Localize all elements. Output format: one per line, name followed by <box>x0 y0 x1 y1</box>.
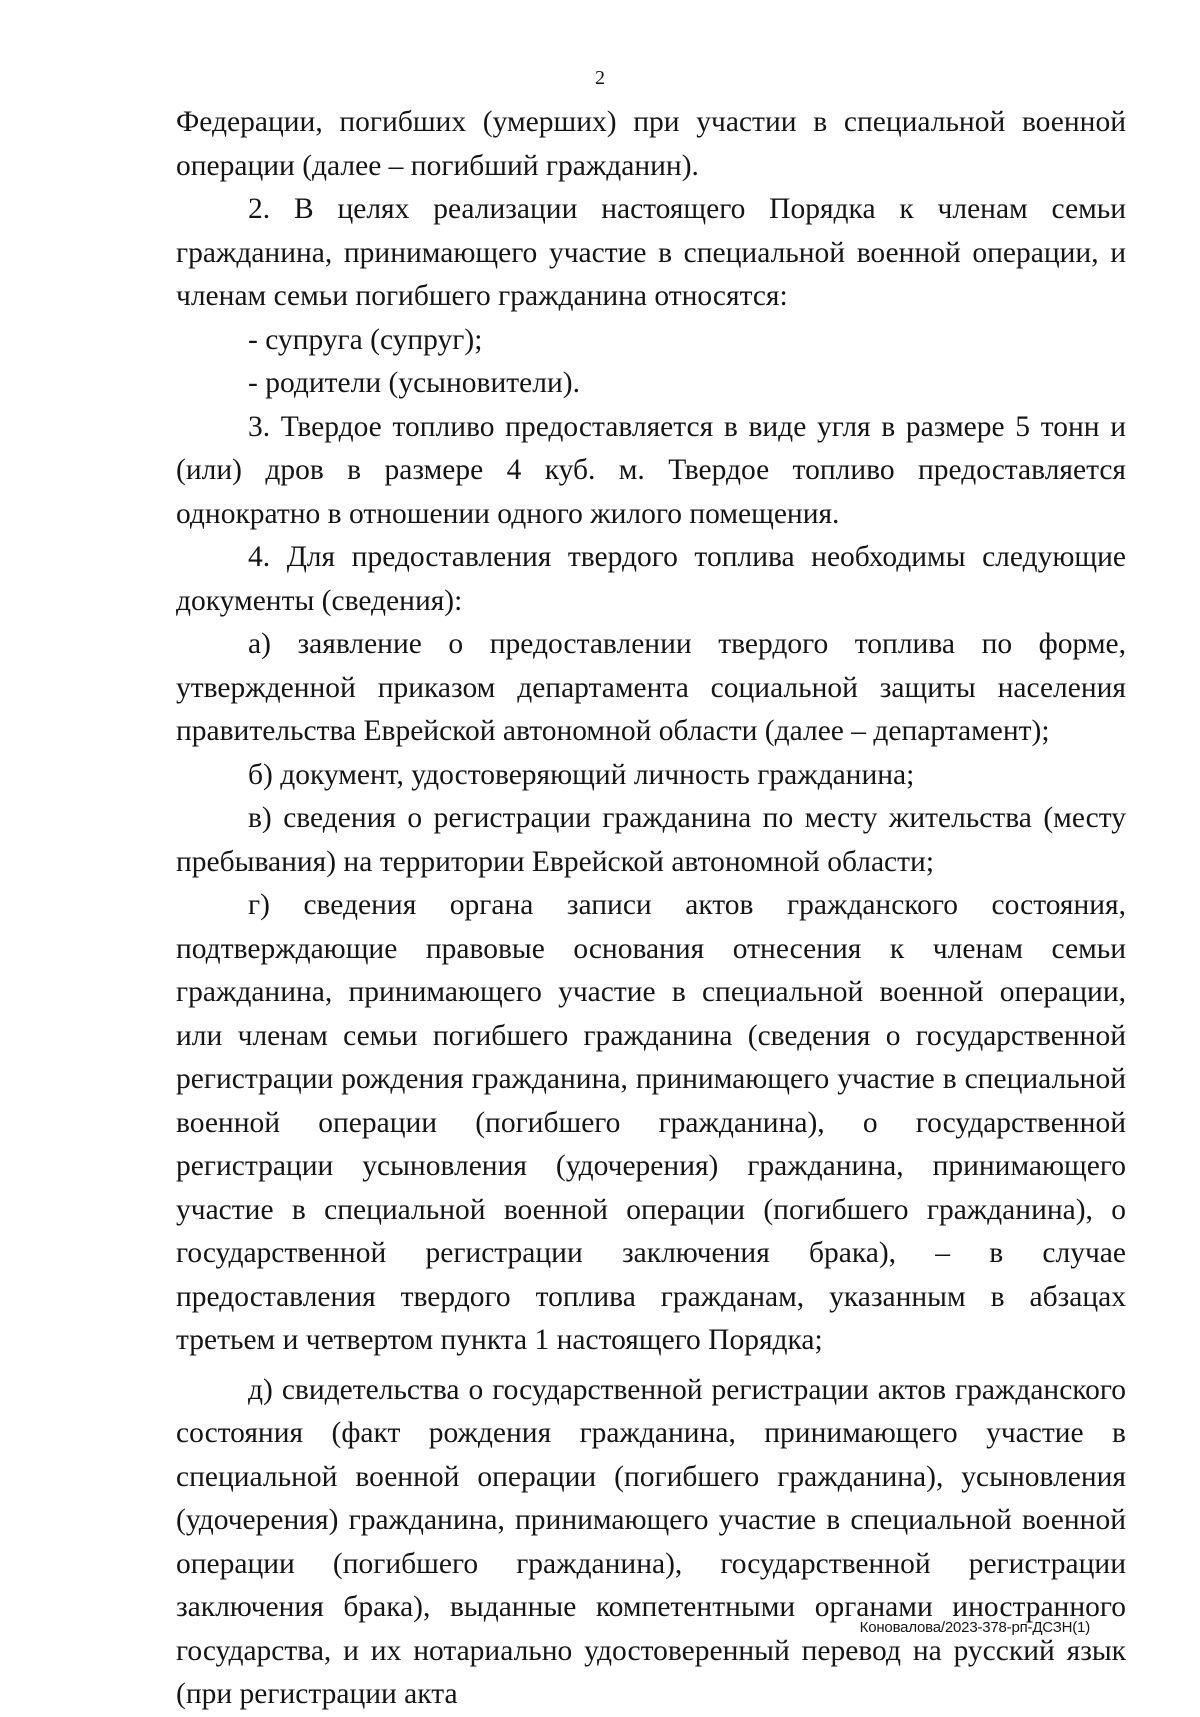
subitem-g: г) сведения органа записи актов гражданского состояния, подтверждающие правовые основания отнесения к членам семьи гражданина, принимающего участие в специальной военной операции, или членам семьи погибшего гражданина (сведения о государственной регистрации рождения гражданина, принимающего участие в специальной военной операции (погибшего гражданина), о государственной регистрации усыновления (удочерения) гражданина, принимающего участие в специальной военной операции (погибшего гражданина), о государственной регистрации заключения брака), – в случае предоставления твердого топлива гражданам, указанным в абзацах третьем и четвертом пункта 1 настоящего Порядка; <box>176 889 1126 1356</box>
paragraph-item-3: 3. Твердое топливо предоставляется в виде угля в размере 5 тонн и (или) дров в размере 4 куб. м. Твердое топливо предоставляется однократно в отношении одного жилого помещения. <box>176 410 1126 530</box>
list-item-parents: - родители (усыновители). <box>248 367 580 399</box>
subitem-a: а) заявление о предоставлении твердого топлива по форме, утвержденной приказом департамента социальной защиты населения правительства Еврейской автономной области (далее – департамент); <box>176 628 1126 747</box>
paragraph-continuation: Федерации, погибших (умерших) при участии в специальной военной операции (далее – погибший гражданин). <box>176 106 1126 182</box>
subitem-v: в) сведения о регистрации гражданина по месту жительства (месту пребывания) на территории Еврейской автономной области; <box>176 802 1126 878</box>
document-footer-code: Коновалова/2023-378-рп-ДСЗН(1) <box>859 1619 1090 1636</box>
paragraph-item-4: 4. Для предоставления твердого топлива необходимы следующие документы (сведения): <box>176 541 1126 617</box>
page-number: 2 <box>595 67 605 89</box>
subitem-d: д) свидетельства о государственной регистрации актов гражданского состояния (факт рождения гражданина, принимающего участие в специальной военной операции (погибшего гражданина), усыновления (удочерения) гражданина, принимающего участие в специальной военной операции (погибшего гражданина), государственной регистрации заключения брака), выданные компетентными органами иностранного государства, и их нотариально удостоверенный перевод на русский язык (при регистрации акта <box>176 1373 1126 1710</box>
subitem-b: б) документ, удостоверяющий личность гражданина; <box>248 758 915 791</box>
paragraph-item-2: 2. В целях реализации настоящего Порядка к членам семьи гражданина, принимающего участие в специальной военной операции, и членам семьи погибшего гражданина относятся: <box>176 193 1126 312</box>
document-body <box>176 101 1126 1717</box>
list-item-spouse: - супруга (супруг); <box>248 323 483 356</box>
